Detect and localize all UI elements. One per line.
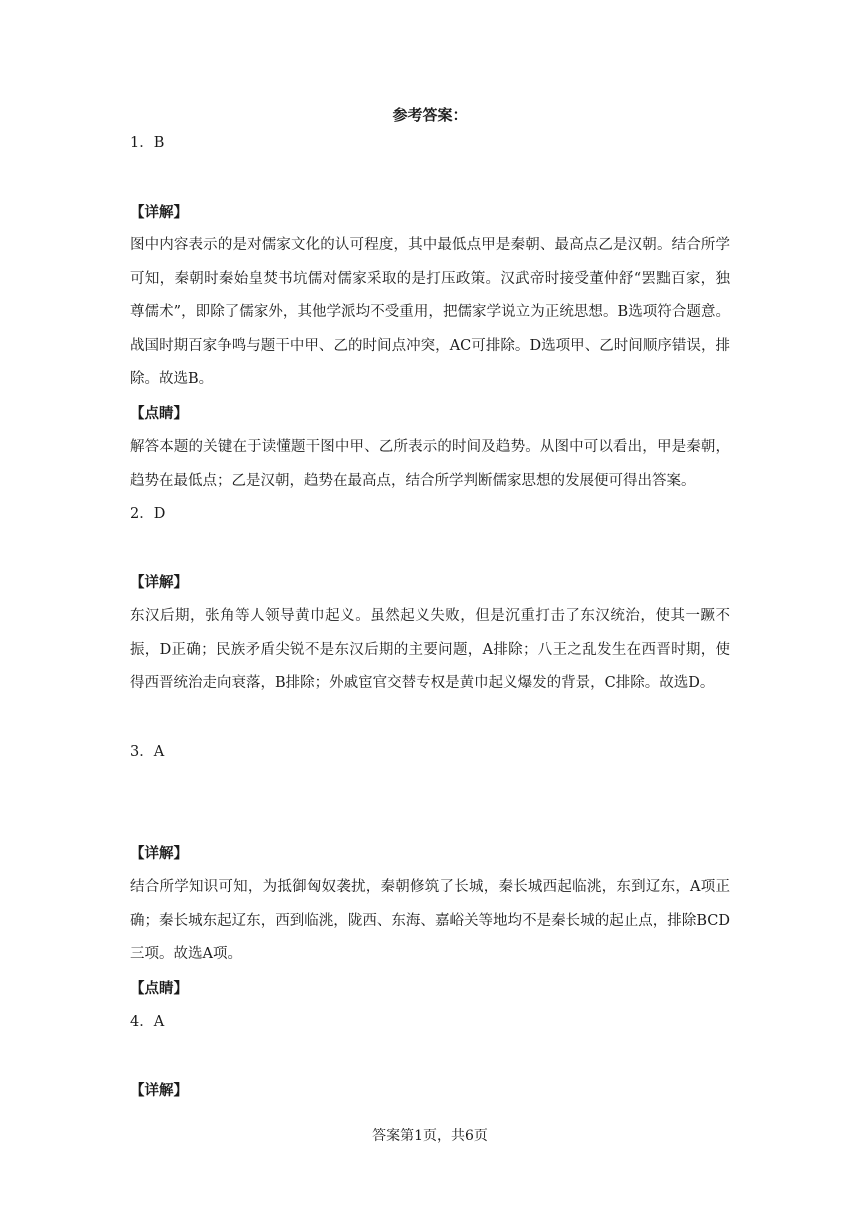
q3-detail: 结合所学知识可知，为抵御匈奴袭扰，秦朝修筑了长城，秦长城西起临洮，东到辽东，A项正确；秦长城东起辽东，西到临洮，陇西、东海、嘉峪关等地均不是秦长城的起止点，排除BCD三项。故选A项。 [130, 879, 730, 962]
q1-answer: 1．B [130, 135, 165, 151]
page-footer: 答案第1页，共6页 [372, 1128, 488, 1144]
q1-tip: 解答本题的关键在于读懂题干图中甲、乙所表示的时间及趋势。从图中可以看出，甲是秦朝，趋势在最低点；乙是汉朝，趋势在最高点，结合所学判断儒家思想的发展便可得出答案。 [130, 439, 730, 489]
q3-detail-tag: 【详解】 [130, 845, 188, 862]
q2-answer: 2．D [130, 506, 166, 522]
q1-tip-tag: 【点睛】 [130, 405, 188, 422]
q3-answer: 3．A [130, 744, 165, 760]
q4-detail-tag: 【详解】 [130, 1082, 188, 1099]
q3-tip-tag: 【点睛】 [130, 980, 188, 997]
q1-detail: 图中内容表示的是对儒家文化的认可程度，其中最低点甲是秦朝、最高点乙是汉朝。结合所学可知，秦朝时秦始皇焚书坑儒对儒家采取的是打压政策。汉武帝时接受董仲舒“罢黜百家，独尊儒术”，即除了儒家外，其他学派均不受重用，把儒家学说立为正统思想。B选项符合题意。战国时期百家争鸣与题干中甲、乙的时间点冲突，AC可排除。D选项甲、乙时间顺序错误，排除。故选B。 [130, 237, 730, 387]
q2-detail: 东汉后期，张角等人领导黄巾起义。虽然起义失败，但是沉重打击了东汉统治，使其一蹶不振，D正确；民族矛盾尖锐不是东汉后期的主要问题，A排除；八王之乱发生在西晋时期，使得西晋统治走向衰落，B排除；外戚宦官交替专权是黄巾起义爆发的背景，C排除。故选D。 [130, 608, 730, 691]
q1-detail-tag: 【详解】 [130, 204, 188, 221]
q2-detail-tag: 【详解】 [130, 574, 188, 591]
q4-answer: 4．A [130, 1014, 165, 1030]
page-title: 参考答案： [392, 106, 468, 124]
